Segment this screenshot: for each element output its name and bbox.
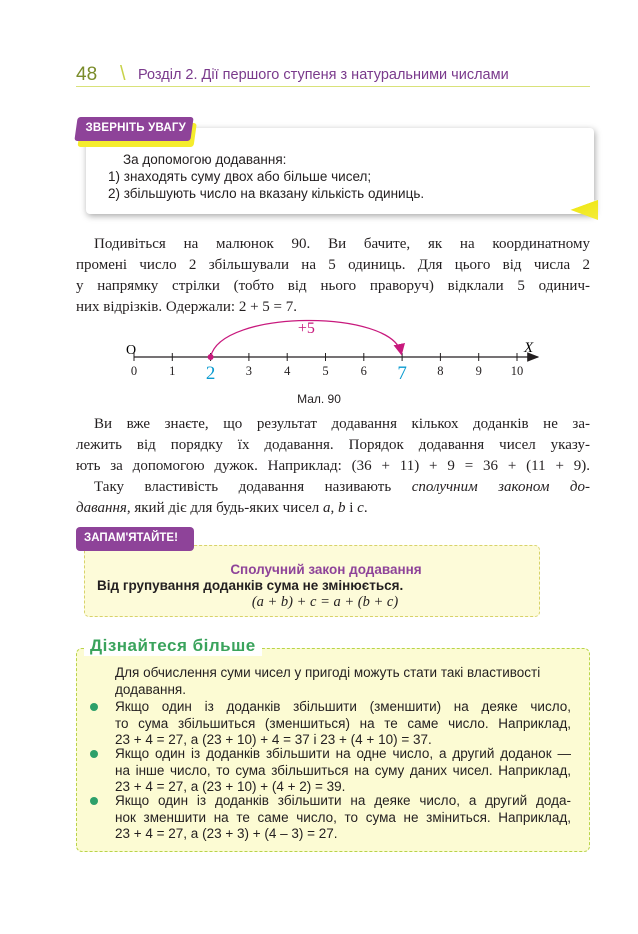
learn-line: 23 + 4 = 27, а (23 + 10) + (4 + 2) = 39.	[115, 779, 346, 794]
chapter-title: Розділ 2. Дії першого ступеня з натуральними числами	[138, 67, 509, 83]
tick-label: 0	[130, 364, 138, 378]
term-run: давання	[76, 500, 127, 516]
learn-more-item	[115, 699, 571, 749]
remember-tag-label: ЗАПАМ'ЯТАЙТЕ!	[84, 532, 178, 544]
variable-c: c	[357, 500, 364, 516]
learn-line: Для обчислення суми чисел у пригоді можуть стати такі властивості	[115, 665, 541, 680]
start-point	[208, 354, 214, 360]
term-run: сполучним законом до-	[411, 479, 590, 495]
bullet-icon	[90, 797, 98, 805]
paragraph-line	[76, 498, 590, 519]
learn-line: на інше число, то сума збільшиться на суму даних чисел. Наприклад,	[115, 762, 571, 778]
origin-label: O	[126, 343, 137, 358]
learn-line: додавання.	[115, 681, 186, 697]
paragraph-order	[76, 414, 590, 477]
law-formula: (a + b) + c = a + (b + c)	[251, 594, 399, 610]
tick-label: 2	[205, 363, 216, 384]
axis-label: X	[524, 340, 534, 356]
page-number: 48	[76, 64, 98, 85]
tick-label: 5	[322, 364, 329, 378]
variable-a: a	[322, 500, 331, 516]
law-title: Сполучний закон додавання	[230, 562, 422, 577]
learn-line: 23 + 4 = 27, а (23 + 3) + (4 – 3) = 27.	[115, 826, 338, 841]
bullet-icon	[90, 703, 98, 711]
attention-intro: За допомогою додавання:	[123, 152, 287, 167]
paragraph-line: Подивіться на малюнок 90. Ви бачите, як на координатному	[94, 236, 590, 252]
tick-label: 8	[437, 364, 444, 378]
paragraph-line	[76, 477, 590, 498]
tick-label: 7	[397, 363, 407, 384]
text-run: і	[345, 500, 358, 516]
text-run: Таку властивість додавання називають	[94, 479, 412, 495]
paragraph-line: Ви вже знаєте, що результат додавання кількох доданків не за-	[94, 416, 590, 432]
remember-tag	[76, 527, 194, 551]
header-rule	[76, 86, 590, 87]
law-statement: Від групування доданків сума не змінюється.	[97, 578, 404, 593]
tick-label: 1	[169, 364, 176, 378]
tick-label: 4	[284, 364, 291, 378]
paragraph-law-intro	[76, 477, 590, 519]
attention-tag-label: ЗВЕРНІТЬ УВАГУ	[85, 122, 186, 134]
learn-more-title: Дізнайтеся більше	[84, 636, 262, 656]
page-header	[76, 62, 590, 88]
text-run: ,	[330, 500, 338, 516]
paragraph-line: них відрізків. Одержали: 2 + 5 = 7.	[76, 299, 297, 315]
paragraph-line: ють за допомогою дужок. Наприклад: (36 + 11) + 9 = 36 + (11 + 9).	[76, 458, 590, 474]
paragraph-line: промені число 2 збільшували на 5 одиниць. Для цього від числа 2	[76, 257, 590, 273]
tick-label: 9	[475, 364, 482, 378]
tick-group	[131, 353, 523, 384]
tick-label: 3	[245, 364, 253, 378]
coordinate-ray-figure	[110, 312, 550, 392]
jump-label: +5	[297, 320, 315, 337]
paragraph-line: у напрямку стрілки (тобто від нього праворуч) відклали 5 одинич-	[76, 278, 590, 294]
tick-label: 10	[510, 364, 524, 378]
tick-label: 6	[360, 364, 367, 378]
learn-more-item	[115, 746, 571, 796]
attention-item: 1) знаходять суму двох або більше чисел;	[108, 169, 372, 184]
attention-tag	[74, 117, 193, 141]
learn-line: то сума збільшиться (зменшиться) на те саме число. Наприклад,	[115, 715, 571, 731]
learn-line: 23 + 4 = 27, а (23 + 10) + 4 = 37 і 23 + (4 + 10) = 37.	[115, 732, 432, 747]
learn-line: Якщо один із доданків збільшити (зменшити) на деяке число,	[115, 699, 571, 714]
learn-more-item	[115, 793, 571, 843]
header-divider-icon: \	[120, 63, 126, 85]
bullet-icon	[90, 750, 98, 758]
figure-caption: Мал. 90	[297, 392, 341, 406]
paragraph-line: лежить від порядку їх додавання. Порядок додавання чисел указу-	[76, 437, 590, 453]
attention-item: 2) збільшують число на вказану кількість одиниць.	[108, 186, 425, 201]
variable-b: b	[337, 500, 346, 516]
learn-line: Якщо один із доданків збільшити на деяке число, а другий дода-	[115, 793, 571, 808]
learn-line: нок зменшити на те саме число, то сума не зміниться. Наприклад,	[115, 809, 571, 825]
text-run: , який діє для будь-яких чисел	[126, 500, 323, 516]
text-run: .	[363, 500, 368, 516]
learn-more-intro	[115, 665, 571, 698]
learn-line: Якщо один із доданків збільшити на одне число, а другий доданок —	[115, 746, 571, 761]
paragraph-intro	[76, 234, 590, 318]
